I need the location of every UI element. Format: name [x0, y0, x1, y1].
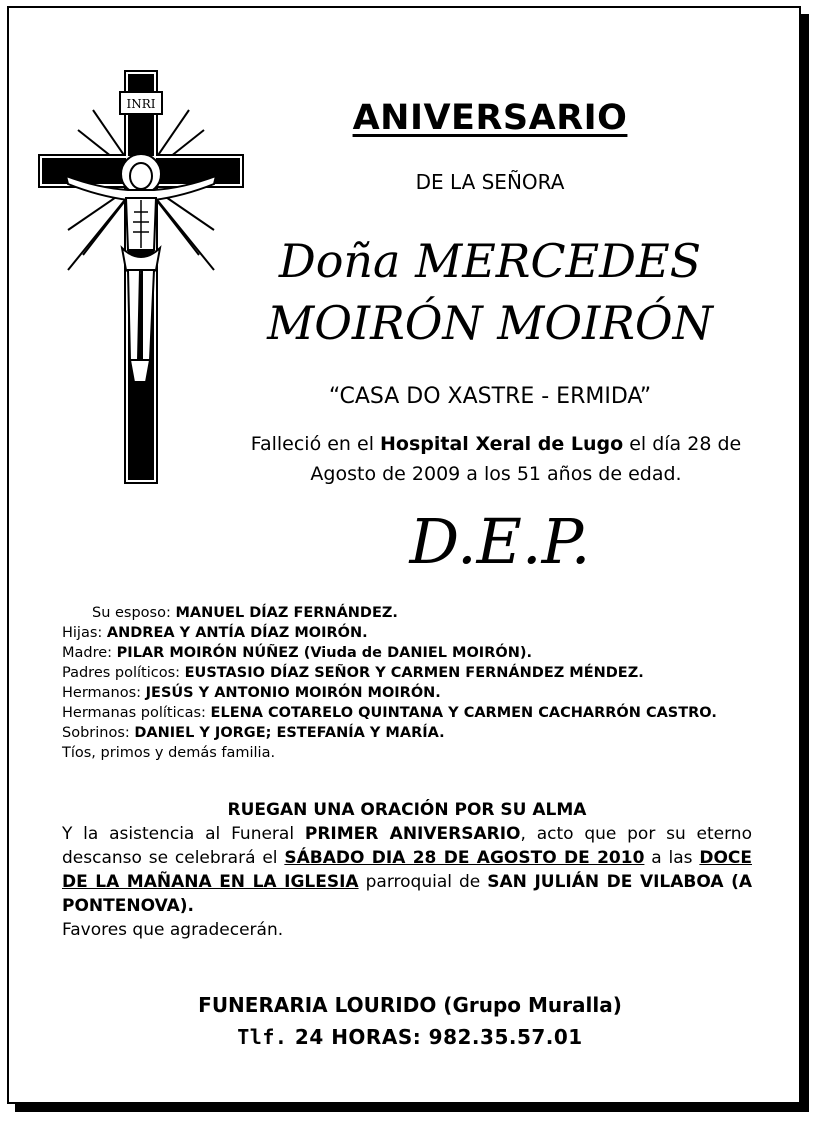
phone-line [150, 1025, 670, 1049]
family-row-spouse [62, 603, 792, 623]
family-value: ANDREA Y ANTÍA DÍAZ MOIRÓN. [106, 625, 368, 641]
funeral-closing: Favores que agradecerán. [62, 920, 284, 940]
family-row-brothers [62, 683, 792, 703]
family-label: Padres políticos: [62, 665, 185, 681]
death-line2: Agosto de 2009 a los 51 años de edad. [310, 463, 682, 485]
family-label: Hermanas políticas: [62, 705, 211, 721]
family-row-mother [62, 643, 792, 663]
inri-text: INRI [126, 97, 156, 111]
family-label: Hermanos: [62, 685, 146, 701]
heading: ANIVERSARIO [352, 98, 628, 138]
deceased-name-line1: Doña MERCEDES [278, 234, 702, 288]
family-row-nephews [62, 723, 792, 743]
death-pre: Falleció en el [250, 433, 381, 455]
funeral-t3: a las [644, 848, 700, 868]
family-label: Su esposo: [92, 605, 176, 621]
family-value: EUSTASIO DÍAZ SEÑOR Y CARMEN FERNÁNDEZ MÉNDEZ. [184, 665, 644, 681]
family-label: Sobrinos: [62, 725, 135, 741]
family-value: DANIEL Y JORGE; ESTEFANÍA Y MARÍA. [134, 725, 445, 741]
family-label: Madre: [62, 645, 117, 661]
family-row-parents-in-law [62, 663, 792, 683]
family-label: Hijas: [62, 625, 107, 641]
family-label: Tíos, primos y demás familia. [62, 745, 276, 761]
family-value: JESÚS Y ANTONIO MOIRÓN MOIRÓN. [145, 685, 441, 701]
phone-number: 24 HORAS: 982.35.57.01 [287, 1025, 583, 1049]
death-place: Hospital Xeral de Lugo [380, 433, 624, 455]
funeral-time-place: DOCE DE LA MAÑANA EN LA IGLESIA [62, 848, 752, 892]
subheading: DE LA SEÑORA [415, 170, 565, 194]
family-value: MANUEL DÍAZ FERNÁNDEZ. [175, 605, 398, 621]
prayer-request: RUEGAN UNA ORACIÓN POR SU ALMA [227, 800, 587, 820]
crucifix-icon [38, 70, 244, 484]
family-row-sisters-in-law [62, 703, 792, 723]
phone-prefix: Tlf. [237, 1025, 288, 1049]
family-value: ELENA COTARELO QUINTANA Y CARMEN CACHARRÓN CASTRO. [210, 705, 717, 721]
family-value: PILAR MOIRÓN NÚÑEZ (Viuda de DANIEL MOIRÓN). [116, 645, 532, 661]
dep-text: D.E.P. [409, 505, 591, 578]
family-list [62, 603, 792, 763]
house-name: “CASA DO XASTRE - ERMIDA” [328, 384, 652, 409]
funeral-church: SAN JULIÁN DE VILABOA (A PONTENOVA). [62, 872, 752, 916]
funeral-text [62, 822, 752, 942]
funeral-t4: parroquial de [358, 872, 488, 892]
family-row-relatives [62, 743, 792, 763]
family-row-daughters [62, 623, 792, 643]
funeral-t2: , acto que por su eterno descanso se celebrará el [62, 824, 752, 868]
death-info [246, 429, 746, 489]
deceased-name-line2: MOIRÓN MOIRÓN [267, 296, 713, 350]
funeral-home: FUNERARIA LOURIDO (Grupo Muralla) [198, 993, 622, 1017]
funeral-b1: PRIMER ANIVERSARIO [304, 824, 521, 844]
funeral-date: SÁBADO DIA 28 DE AGOSTO DE 2010 [284, 848, 645, 868]
funeral-t1: Y la asistencia al Funeral [62, 824, 305, 844]
death-post: el día 28 de [623, 433, 742, 455]
